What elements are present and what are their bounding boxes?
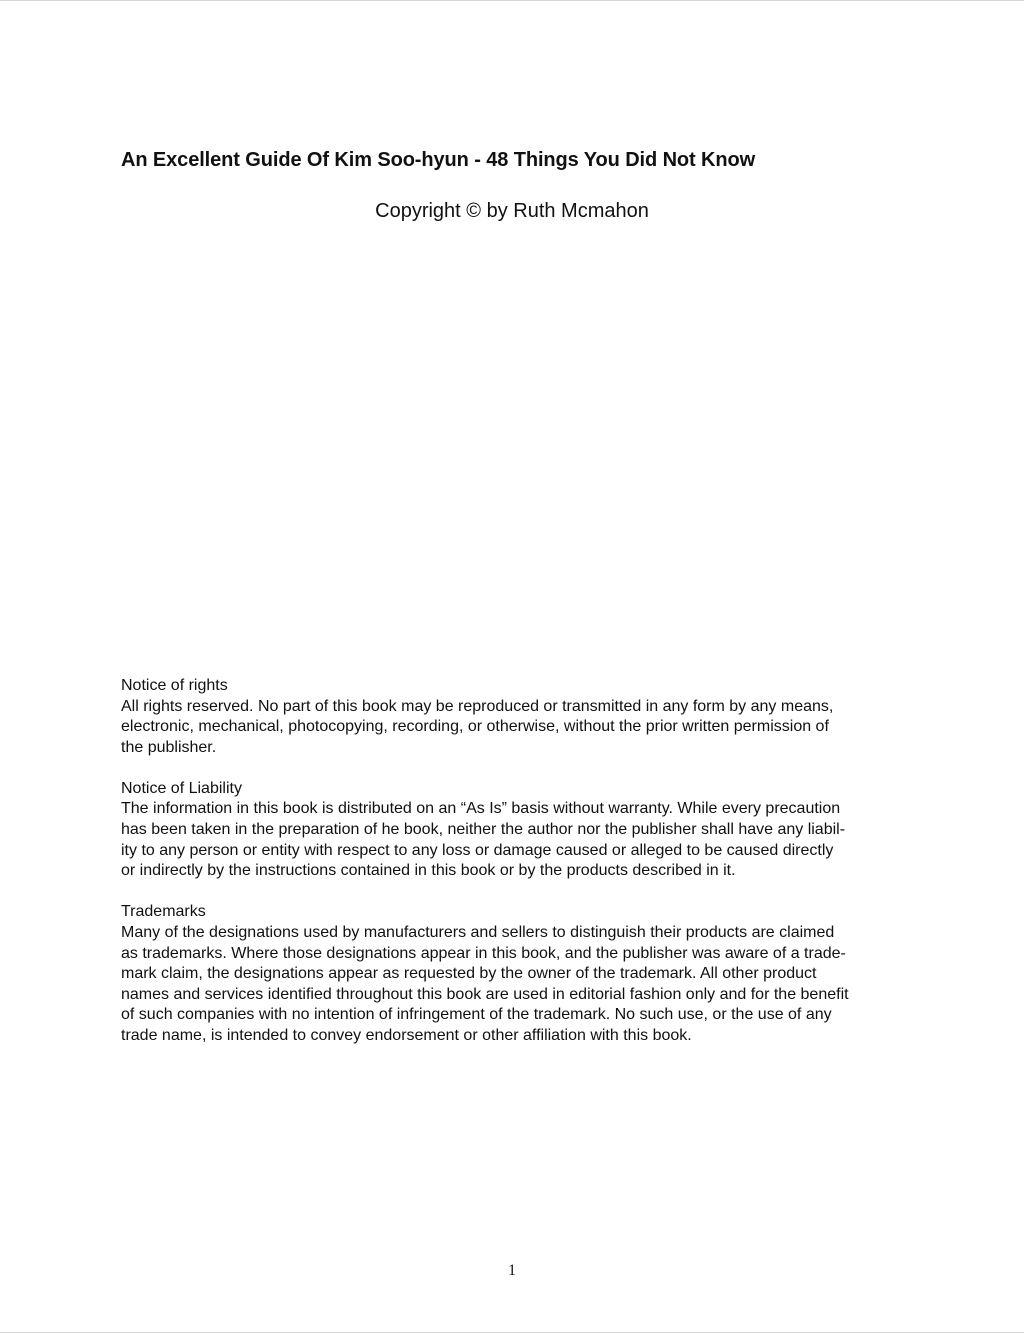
notice-of-liability-section [121, 779, 911, 882]
copyright-line: Copyright © by Ruth Mcmahon [375, 200, 649, 222]
section-heading: Notice of Liability [121, 779, 242, 797]
trademarks-section [121, 902, 911, 1046]
section-text: Many of the designations used by manufacturers and sellers to distinguish their products are claimed as trademarks. Where those designations appear in this book, and the publisher was aware of a trade- mark claim, the designations appear as requested by the owner of the trademark. All other product names and services identified throughout this book are used in editorial fashion only and for the benefit of such companies with no intention of infringement of the trademark. No such use, or the use of any trade name, is intended to convey endorsement or other affiliation with this book. [121, 923, 849, 1044]
notice-of-rights-section [121, 676, 911, 758]
legal-notices [121, 676, 911, 1067]
document-title: An Excellent Guide Of Kim Soo-hyun - 48 Things You Did Not Know [121, 149, 756, 171]
section-heading: Trademarks [121, 903, 206, 921]
page-top-edge [0, 0, 1024, 1]
section-text: All rights reserved. No part of this book may be reproduced or transmitted in any form by any means, electronic, mechanical, photocopying, recording, or otherwise, without the prior written permission of the publisher. [121, 697, 834, 756]
section-text: The information in this book is distributed on an “As Is” basis without warranty. While every precaution has been taken in the preparation of he book, neither the author nor the publisher shall have any liabil- ity to any person or entity with respect to any loss or damage caused or alleged to be caused directly or indirectly by the instructions contained in this book or by the products described in it. [121, 800, 846, 880]
page-number: 1 [508, 1262, 516, 1279]
section-heading: Notice of rights [121, 677, 228, 694]
